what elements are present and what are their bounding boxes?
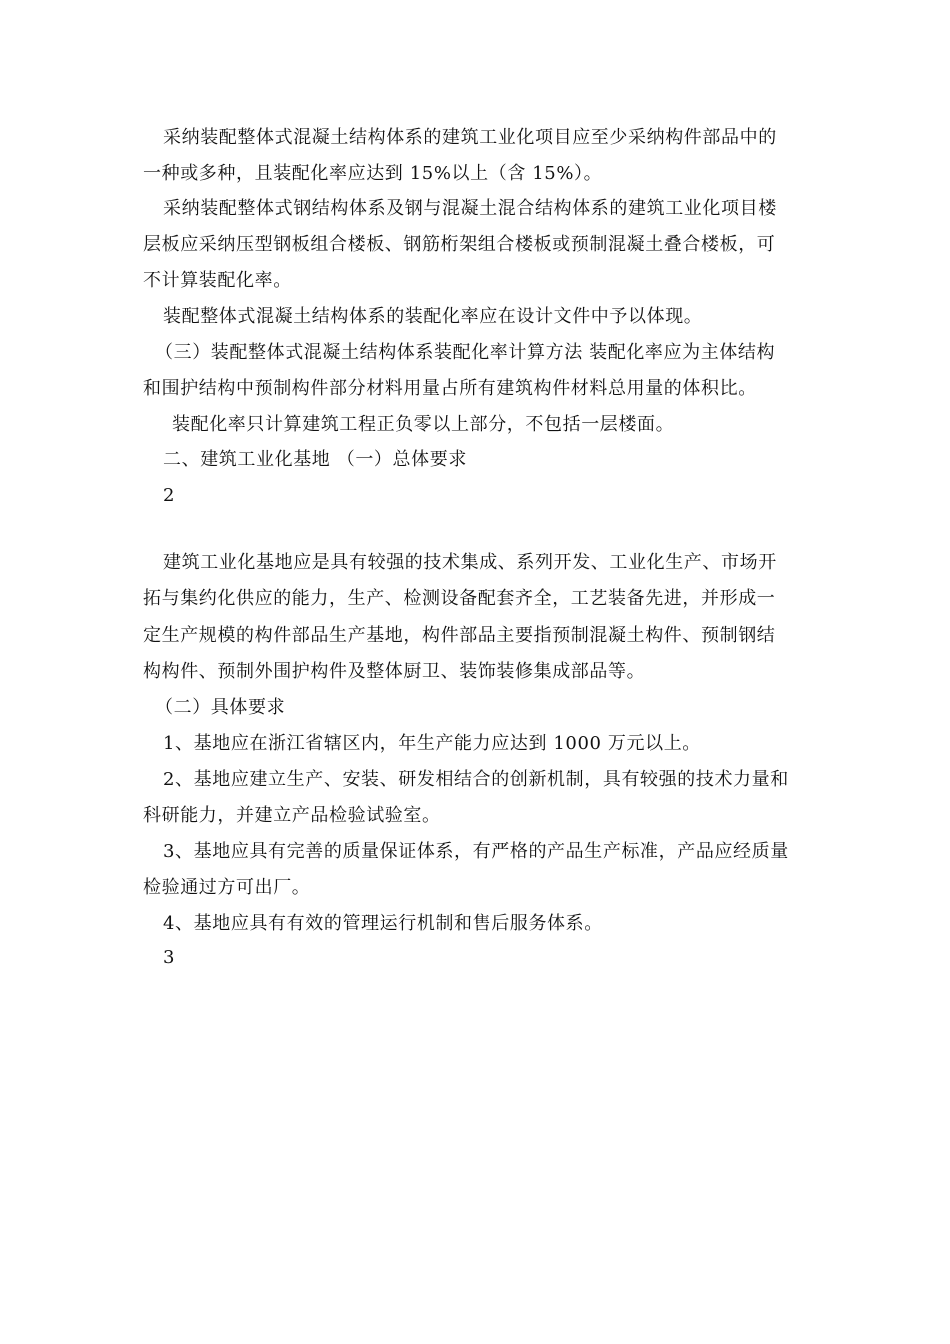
paragraph-line: 层板应采纳压型钢板组合楼板、钢筋桁架组合楼板或预制混凝土叠合楼板，可 — [143, 234, 776, 255]
list-item-line: 检验通过方可出厂。 — [143, 877, 311, 898]
list-item-line: 科研能力，并建立产品检验试验室。 — [143, 805, 441, 826]
paragraph-line: 构构件、预制外围护构件及整体厨卫、装饰装修集成部品等。 — [143, 661, 646, 682]
page-number: 3 — [163, 947, 176, 968]
paragraph-line: 和围护结构中预制构件部分材料用量占所有建筑构件材料总用量的体积比。 — [143, 378, 757, 399]
section-heading-line: （二）具体要求 — [155, 697, 286, 718]
paragraph-line: 采纳装配整体式混凝土结构体系的建筑工业化项目应至少采纳构件部品中的 — [163, 127, 777, 148]
list-item-line: 3、基地应具有完善的质量保证体系，有严格的产品生产标准，产品应经质量 — [163, 841, 789, 862]
paragraph-line: 装配化率只计算建筑工程正负零以上部分，不包括一层楼面。 — [172, 414, 675, 435]
paragraph-line: 不计算装配化率。 — [143, 270, 292, 291]
paragraph-line: 采纳装配整体式钢结构体系及钢与混凝土混合结构体系的建筑工业化项目楼 — [163, 198, 777, 219]
list-item-line: 1、基地应在浙江省辖区内，年生产能力应达到 1000 万元以上。 — [163, 733, 701, 754]
paragraph-line: 一种或多种，且装配化率应达到 15%以上（含 15%）。 — [143, 163, 603, 184]
list-item-line: 2、基地应建立生产、安装、研发相结合的创新机制，具有较强的技术力量和 — [163, 769, 789, 790]
list-item-line: 4、基地应具有有效的管理运行机制和售后服务体系。 — [163, 913, 603, 934]
section-heading-line: （三）装配整体式混凝土结构体系装配化率计算方法 装配化率应为主体结构 — [155, 342, 776, 363]
paragraph-line: 定生产规模的构件部品生产基地，构件部品主要指预制混凝土构件、预制钢结 — [143, 625, 776, 646]
section-heading-line: 二、建筑工业化基地 （一）总体要求 — [163, 449, 467, 470]
paragraph-line: 建筑工业化基地应是具有较强的技术集成、系列开发、工业化生产、市场开 — [163, 552, 777, 573]
paragraph-line: 拓与集约化供应的能力，生产、检测设备配套齐全，工艺装备先进，并形成一 — [143, 588, 776, 609]
page-number: 2 — [163, 485, 176, 506]
paragraph-line: 装配整体式混凝土结构体系的装配化率应在设计文件中予以体现。 — [163, 306, 703, 327]
